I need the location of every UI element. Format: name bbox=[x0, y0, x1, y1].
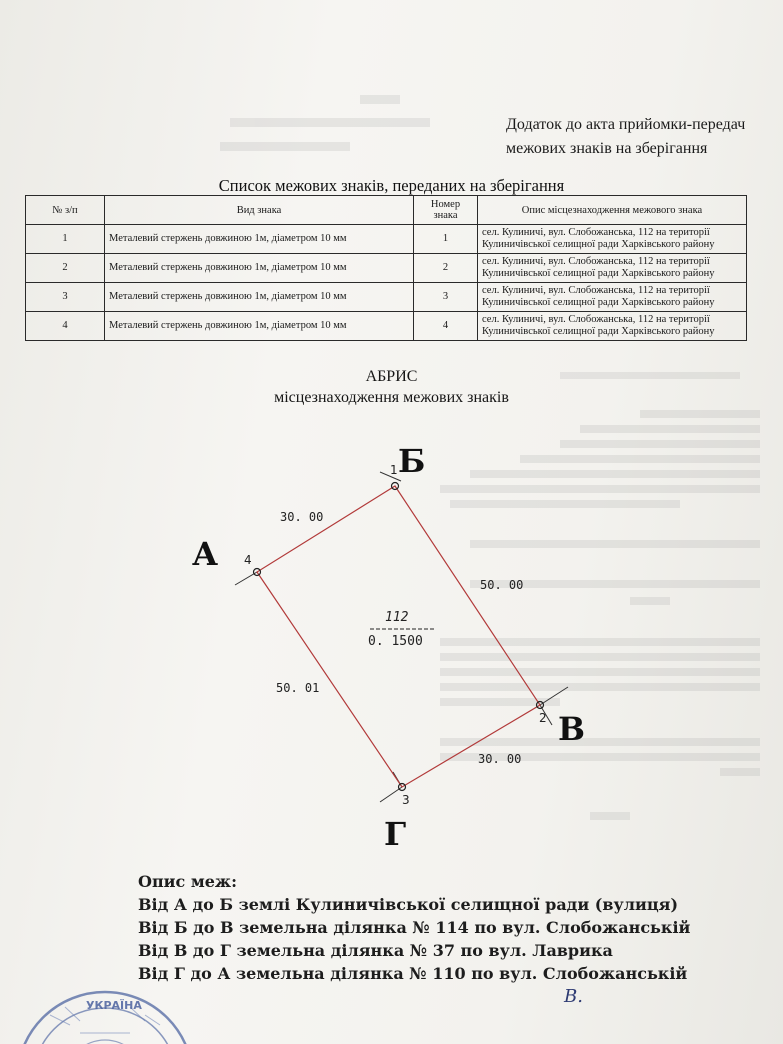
side-length-1-2: 50. 00 bbox=[480, 578, 524, 592]
cell-num: 4 bbox=[26, 312, 105, 341]
abris-title: АБРИС bbox=[365, 368, 418, 385]
stamp-seal bbox=[10, 985, 200, 1044]
boundaries-title: Опис меж: bbox=[138, 872, 237, 891]
header-num: № з/п bbox=[26, 196, 105, 225]
cell-number: 2 bbox=[414, 254, 478, 283]
cell-kind: Металевий стержень довжиною 1м, діаметром 10 мм bbox=[105, 283, 414, 312]
cell-location bbox=[478, 312, 747, 341]
table-row bbox=[26, 283, 747, 312]
cell-location-line-2: Кулиничівської селищної ради Харківського району bbox=[482, 239, 715, 250]
boundary-letter-g: Г bbox=[384, 815, 407, 853]
boundary-line: Від А до Б землі Кулиничівської селищної ради (вулиця) bbox=[138, 895, 679, 914]
marks-list-title: Список межових знаків, переданих на зберігання bbox=[218, 176, 565, 195]
boundary-line: Від Б до В земельна ділянка № 114 по вул. Слобожанській bbox=[138, 918, 691, 937]
marks-table bbox=[25, 195, 747, 341]
cell-location-line-1: сел. Кулиничі, вул. Слобожанська, 112 на території bbox=[482, 227, 710, 238]
side-length-4-1: 30. 00 bbox=[280, 510, 324, 524]
header-kind: Вид знака bbox=[105, 196, 414, 225]
appendix-line-2: межових знаків на зберігання bbox=[506, 140, 708, 157]
cell-location bbox=[478, 225, 747, 254]
cell-location-line-1: сел. Кулиничі, вул. Слобожанська, 112 на території bbox=[482, 314, 710, 325]
cell-number: 4 bbox=[414, 312, 478, 341]
table-row bbox=[26, 254, 747, 283]
cell-kind: Металевий стержень довжиною 1м, діаметром 10 мм bbox=[105, 225, 414, 254]
header-location: Опис місцезнаходження межового знака bbox=[478, 196, 747, 225]
parcel-area: 0. 1500 bbox=[368, 634, 423, 649]
point-label-2: 2 bbox=[539, 711, 547, 725]
cell-location-line-1: сел. Кулиничі, вул. Слобожанська, 112 на території bbox=[482, 285, 710, 296]
cell-location-line-2: Кулиничівської селищної ради Харківського району bbox=[482, 268, 715, 279]
boundary-line: Від Г до А земельна ділянка № 110 по вул. Слобожанській bbox=[138, 964, 688, 983]
appendix-caption bbox=[506, 113, 783, 161]
boundaries-description bbox=[138, 870, 690, 985]
signature bbox=[560, 980, 620, 1020]
cell-location-line-2: Кулиничівської селищної ради Харківського району bbox=[482, 326, 715, 337]
cell-num: 1 bbox=[26, 225, 105, 254]
boundary-letter-v: В bbox=[558, 710, 586, 748]
table-header-row bbox=[26, 196, 747, 225]
boundary-letter-a: А bbox=[192, 535, 219, 573]
cell-num: 3 bbox=[26, 283, 105, 312]
point-label-1: 1 bbox=[390, 463, 398, 477]
side-length-3-4: 50. 01 bbox=[276, 681, 320, 695]
cell-location bbox=[478, 283, 747, 312]
header-number: Номер знака bbox=[414, 196, 478, 225]
table-row bbox=[26, 225, 747, 254]
cell-number: 3 bbox=[414, 283, 478, 312]
boundary-letter-b: Б bbox=[398, 442, 426, 480]
point-label-4: 4 bbox=[244, 553, 252, 567]
table-row bbox=[26, 312, 747, 341]
point-label-3: 3 bbox=[402, 793, 410, 807]
boundary-line: Від В до Г земельна ділянка № 37 по вул. Лаврика bbox=[138, 941, 613, 960]
stamp-text: УКРАЇНА bbox=[86, 999, 142, 1012]
parcel-sketch bbox=[180, 440, 600, 860]
appendix-line-1: Додаток до акта прийомки-передач bbox=[506, 116, 746, 133]
cell-kind: Металевий стержень довжиною 1м, діаметром 10 мм bbox=[105, 312, 414, 341]
cell-num: 2 bbox=[26, 254, 105, 283]
cell-kind: Металевий стержень довжиною 1м, діаметром 10 мм bbox=[105, 254, 414, 283]
cell-location-line-2: Кулиничівської селищної ради Харківського району bbox=[482, 297, 715, 308]
signature-text: В. bbox=[564, 986, 583, 1007]
cell-number: 1 bbox=[414, 225, 478, 254]
cell-location-line-1: сел. Кулиничі, вул. Слобожанська, 112 на території bbox=[482, 256, 710, 267]
side-length-2-3: 30. 00 bbox=[478, 752, 522, 766]
abris-subtitle: місцезнаходження межових знаків bbox=[274, 389, 509, 406]
parcel-number: 112 bbox=[385, 610, 409, 625]
boundary-extension bbox=[540, 687, 568, 705]
cell-location bbox=[478, 254, 747, 283]
